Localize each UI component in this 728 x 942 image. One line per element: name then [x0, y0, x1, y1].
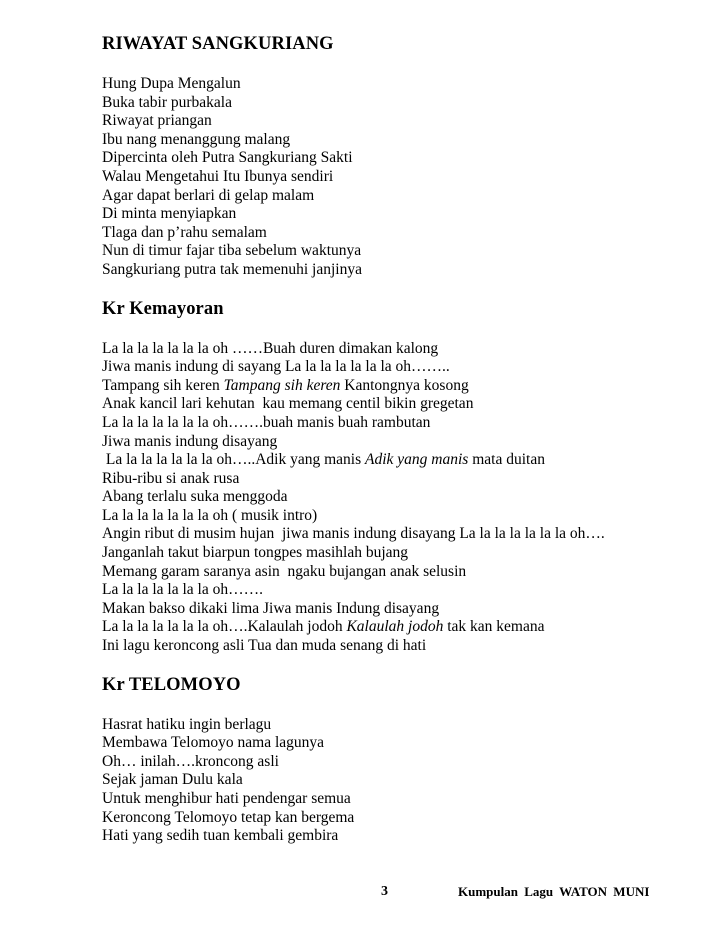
- document-page: [102, 32, 702, 846]
- lyric-line: [102, 544, 702, 563]
- lyric-segment: Kantongnya kosong: [340, 376, 469, 394]
- lyric-segment: Dipercinta oleh Putra Sangkuriang Sakti: [102, 149, 353, 167]
- lyric-line: [102, 600, 702, 619]
- lyric-segment: tak kan kemana: [443, 618, 545, 636]
- lyric-segment: Oh… inilah….kroncong asli: [102, 752, 279, 770]
- lyric-segment: Angin ribut di musim hujan jiwa manis indung disayang La la la la la la la oh….: [102, 525, 605, 543]
- lyric-line: [102, 618, 702, 637]
- lyric-segment: La la la la la la la oh…..Adik yang manis: [102, 451, 365, 469]
- lyric-line: [102, 414, 702, 433]
- lyric-segment: Hasrat hatiku ingin berlagu: [102, 715, 272, 733]
- lyric-segment: Tlaga dan p’rahu semalam: [102, 223, 267, 241]
- lyric-italic-segment: Adik yang manis: [365, 451, 469, 469]
- lyric-segment: Walau Mengetahui Itu Ibunya sendiri: [102, 167, 334, 185]
- lyric-line: [102, 75, 702, 94]
- lyric-line: [102, 131, 702, 150]
- lyric-segment: Jiwa manis indung disayang: [102, 432, 278, 450]
- lyric-segment: La la la la la la la oh ( musik intro): [102, 506, 318, 524]
- lyric-segment: Buka tabir purbakala: [102, 93, 232, 111]
- song-section: [102, 297, 702, 656]
- lyric-line: [102, 790, 702, 809]
- lyric-segment: Ribu-ribu si anak rusa: [102, 469, 240, 487]
- song-title: Kr TELOMOYO: [102, 674, 241, 695]
- lyric-segment: Janganlah takut biarpun tongpes masihlah bujang: [102, 544, 409, 562]
- lyric-line: [102, 94, 702, 113]
- lyric-line: [102, 734, 702, 753]
- lyric-segment: Riwayat priangan: [102, 112, 212, 130]
- lyric-line: [102, 261, 702, 280]
- lyric-line: [102, 771, 702, 790]
- lyric-line: [102, 224, 702, 243]
- book-title: Kumpulan Lagu WATON MUNI: [458, 884, 650, 899]
- lyric-segment: Sangkuriang putra tak memenuhi janjinya: [102, 260, 362, 278]
- lyric-line: [102, 470, 702, 489]
- lyric-segment: Tampang sih keren: [102, 376, 224, 394]
- lyric-line: [102, 581, 702, 600]
- lyric-segment: mata duitan: [468, 451, 545, 469]
- lyric-line: [102, 340, 702, 359]
- lyric-line: [102, 112, 702, 131]
- lyric-segment: Untuk menghibur hati pendengar semua: [102, 790, 351, 807]
- lyric-line: [102, 753, 702, 772]
- lyrics: [102, 340, 702, 656]
- lyric-segment: La la la la la la la oh….Kalaulah jodoh: [102, 618, 347, 636]
- lyric-line: [102, 451, 702, 470]
- lyric-line: [102, 507, 702, 526]
- lyric-segment: La la la la la la la oh…….: [102, 581, 263, 599]
- lyric-segment: Agar dapat berlari di gelap malam: [102, 186, 315, 204]
- lyric-line: [102, 488, 702, 507]
- lyric-segment: Anak kancil lari kehutan kau memang centil bikin gregetan: [102, 395, 474, 413]
- lyric-line: [102, 525, 702, 544]
- section-gap: [102, 280, 702, 297]
- lyric-line: [102, 149, 702, 168]
- lyric-line: [102, 358, 702, 377]
- lyric-segment: Di minta menyiapkan: [102, 205, 237, 223]
- lyric-segment: Sejak jaman Dulu kala: [102, 771, 243, 789]
- lyric-segment: Ibu nang menanggung malang: [102, 130, 291, 148]
- song-list: [102, 32, 702, 846]
- lyric-segment: Makan bakso dikaki lima Jiwa manis Indung disayang: [102, 599, 440, 617]
- lyric-segment: Membawa Telomoyo nama lagunya: [102, 734, 325, 752]
- lyrics: [102, 75, 702, 280]
- lyric-segment: La la la la la la la oh ……Buah duren dimakan kalong: [102, 339, 439, 357]
- lyric-line: [102, 716, 702, 735]
- song-title: Kr Kemayoran: [102, 298, 224, 319]
- song-title: RIWAYAT SANGKURIANG: [102, 34, 334, 54]
- lyric-segment: Nun di timur fajar tiba sebelum waktunya: [102, 242, 362, 260]
- section-gap: [102, 656, 702, 673]
- song-section: [102, 32, 702, 280]
- lyric-segment: Hati yang sedih tuan kembali gembira: [102, 827, 339, 845]
- lyric-line: [102, 187, 702, 206]
- lyric-line: [102, 205, 702, 224]
- lyric-italic-segment: Kalaulah jodoh: [346, 618, 444, 636]
- lyric-line: [102, 563, 702, 582]
- lyric-segment: Hung Dupa Mengalun: [102, 75, 241, 92]
- song-section: [102, 673, 702, 846]
- page-number: 3: [381, 884, 388, 899]
- lyric-line: [102, 377, 702, 396]
- lyric-segment: Keroncong Telomoyo tetap kan bergema: [102, 808, 355, 826]
- lyric-segment: Abang terlalu suka menggoda: [102, 488, 288, 506]
- lyric-line: [102, 168, 702, 187]
- lyric-line: [102, 637, 702, 656]
- lyric-segment: Memang garam saranya asin ngaku bujangan anak selusin: [102, 562, 467, 580]
- lyric-segment: Ini lagu keroncong asli Tua dan muda senang di hati: [102, 637, 427, 655]
- lyric-line: [102, 395, 702, 414]
- lyric-segment: La la la la la la la oh…….buah manis buah rambutan: [102, 413, 431, 431]
- lyric-line: [102, 433, 702, 452]
- lyric-line: [102, 242, 702, 261]
- lyrics: [102, 716, 702, 846]
- lyric-line: [102, 809, 702, 828]
- lyric-line: [102, 827, 702, 846]
- lyric-italic-segment: Tampang sih keren: [223, 376, 341, 394]
- lyric-segment: Jiwa manis indung di sayang La la la la la la la oh……..: [102, 358, 450, 376]
